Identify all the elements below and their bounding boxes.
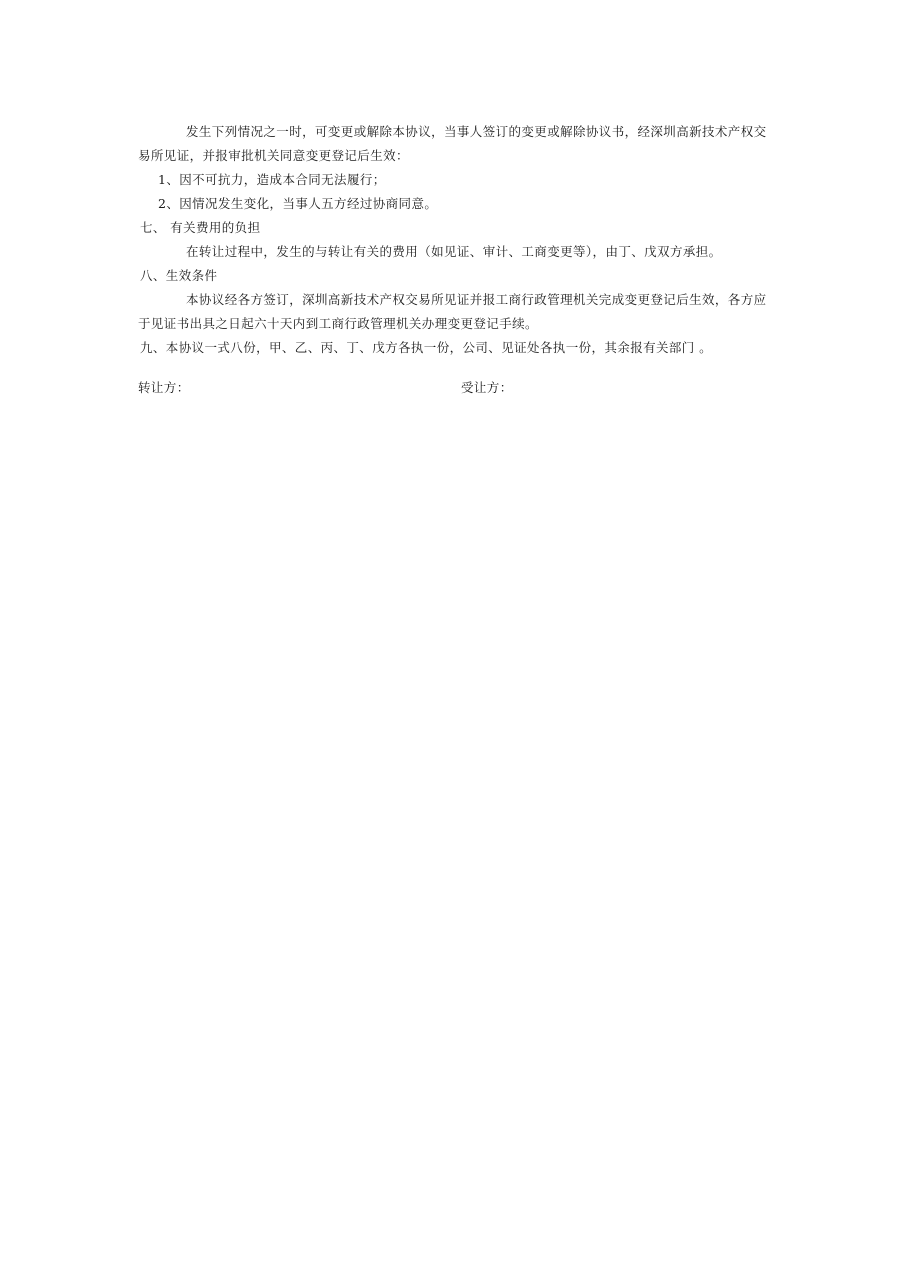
section-heading: 八、生效条件 <box>140 268 218 283</box>
spacer <box>138 360 770 376</box>
transferee-label: 受让方： <box>461 380 513 395</box>
signature-row <box>138 376 770 400</box>
section-paragraph: 九、本协议一式八份，甲、乙、丙、丁、戊方各执一份，公司、见证处各执一份，其余报有关部门 。 <box>140 340 712 355</box>
section-body: 本协议经各方签订，深圳高新技术产权交易所见证并报工商行政管理机关完成变更登记后生效，各方应于见证书出具之日起六十天内到工商行政管理机关办理变更登记手续。 <box>138 292 767 331</box>
list-item: 2、因情况发生变化，当事人五方经过协商同意。 <box>158 196 438 211</box>
section-heading: 七、 有关费用的负担 <box>140 220 261 235</box>
intro-paragraph: 发生下列情况之一时，可变更或解除本协议，当事人签订的变更或解除协议书，经深圳高新技术产权交易所见证，并报审批机关同意变更登记后生效： <box>138 124 767 163</box>
section-body: 在转让过程中，发生的与转让有关的费用（如见证、审计、工商变更等），由丁、戊双方承担。 <box>186 244 722 259</box>
document-body <box>138 120 770 400</box>
transferor-label: 转让方： <box>138 380 190 395</box>
list-item: 1、因不可抗力，造成本合同无法履行； <box>158 172 386 187</box>
